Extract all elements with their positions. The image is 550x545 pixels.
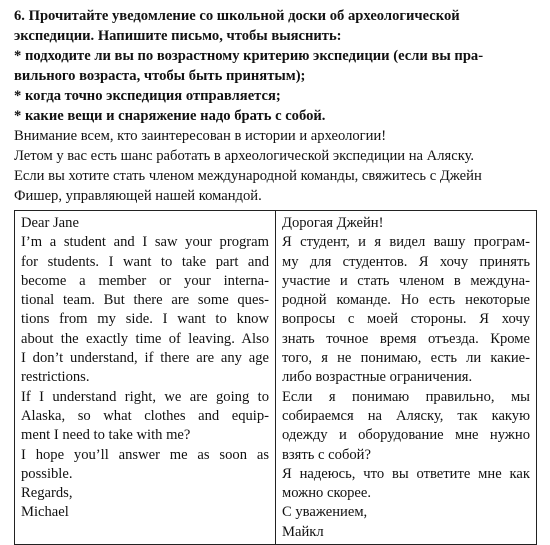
- letter-line: взять с собой?: [282, 446, 371, 463]
- letter-line: Alaska, so what clothes and equip-: [21, 407, 269, 424]
- letter-line: Майкл: [282, 523, 324, 540]
- letter-line: for students. I want to take part and: [21, 253, 269, 270]
- task-line: * подходите ли вы по возрастному критерию экспедиции (если вы пра-: [14, 48, 484, 64]
- notice-line: Внимание всем, кто заинтересован в истории и археологии!: [14, 128, 387, 144]
- letter-line: вопросы с моей стороны. Я хочу: [282, 311, 530, 328]
- letters-row: [15, 211, 537, 545]
- letter-line: знать точное время отъезда. Кроме: [282, 330, 530, 347]
- task-line: экспедиции. Напишите письмо, чтобы выяснить:: [14, 28, 342, 44]
- task-instructions: [14, 6, 536, 126]
- letter-line: I don’t understand, if there are any age: [21, 350, 269, 367]
- letter-line: Если я понимаю правильно, мы: [282, 388, 530, 405]
- letter-line: му для студентов. Я хочу принять: [282, 253, 530, 270]
- letter-line: tional team. But there are some ques-: [21, 292, 269, 309]
- letter-line: Regards,: [21, 485, 73, 502]
- letter-line: того, я не понимаю, есть ли какие-: [282, 350, 530, 367]
- english-letter: [15, 211, 276, 545]
- notice-line: Фишер, управляющей нашей командой.: [14, 188, 262, 204]
- letter-line: родной команде. Но есть некоторые: [282, 292, 530, 309]
- letter-line: I’m a student and I saw your program: [21, 234, 269, 251]
- letter-line: If I understand right, we are going to: [21, 388, 269, 405]
- letter-line: Я надеюсь, что вы ответите мне как: [282, 465, 530, 482]
- letter-line: С уважением,: [282, 504, 368, 521]
- notice-line: Летом у вас есть шанс работать в археологической экспедиции на Аляску.: [14, 148, 475, 164]
- school-notice: [14, 126, 536, 206]
- notice-line: Если вы хотите стать членом международной команды, свяжитесь с Джейн: [14, 168, 482, 184]
- letter-line: одежду и оборудование мне нужно: [282, 427, 530, 444]
- letter-line: Dear Jane: [21, 215, 79, 231]
- letter-line: restrictions.: [21, 369, 90, 386]
- letter-line: tions from my side. I want to know: [21, 311, 269, 328]
- letter-line: можно скорее.: [282, 485, 372, 502]
- task-line: 6. Прочитайте уведомление со школьной доски об археологической: [14, 8, 460, 24]
- letter-line: ment I need to take with me?: [21, 427, 191, 444]
- letter-line: about the exactly time of leaving. Also: [21, 330, 269, 347]
- letter-line: собираемся на Аляску, так какую: [282, 407, 530, 424]
- letter-line: Michael: [21, 504, 69, 521]
- letter-line: либо возрастные ограничения.: [282, 369, 473, 386]
- letter-line: участие и стать членом в междуна-: [282, 272, 530, 289]
- letters-table: [14, 210, 537, 545]
- letter-line: Дорогая Джейн!: [282, 215, 384, 231]
- task-line: * когда точно экспедиция отправляется;: [14, 88, 281, 104]
- task-line: * какие вещи и снаряжение надо брать с собой.: [14, 108, 326, 124]
- russian-letter: [276, 211, 537, 545]
- letter-line: become a member or your interna-: [21, 272, 269, 289]
- letter-line: possible.: [21, 465, 73, 482]
- task-line: вильного возраста, чтобы быть принятым);: [14, 68, 306, 84]
- exercise-page: [14, 6, 536, 545]
- letter-line: Я студент, и я видел вашу програм-: [282, 234, 530, 251]
- letter-line: I hope you’ll answer me as soon as: [21, 446, 269, 463]
